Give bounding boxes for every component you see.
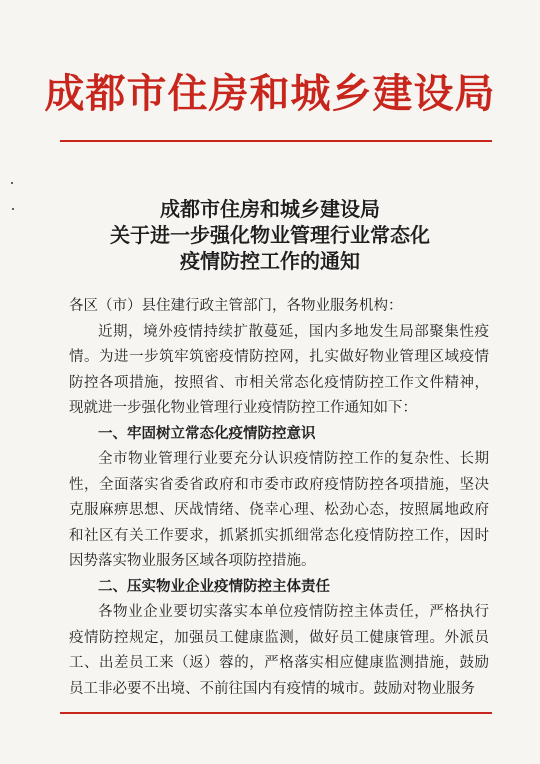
section-2-heading: 二、压实物业企业疫情防控主体责任 (98, 578, 330, 595)
letterhead-red-rule (60, 140, 492, 142)
document-body (69, 294, 489, 702)
section-1-heading: 一、牢固树立常态化疫情防控意识 (98, 425, 316, 442)
document-title (0, 196, 540, 274)
scan-speck (11, 182, 13, 184)
intro-paragraph: 近期，境外疫情持续扩散蔓延，国内多地发生局部聚集性疫情。为进一步筑牢筑密疫情防控网，扎实做好物业管理区域疫情防控各项措施，按照省、市相关常态化疫情防控工作文件精神，现就进一步强化物业管理行业疫情防控工作通知如下： (69, 323, 489, 416)
salutation: 各区（市）县住建行政主管部门，各物业服务机构： (69, 298, 403, 314)
title-line-1: 成都市住房和城乡建设局 (160, 197, 380, 221)
footer-red-rule (60, 712, 492, 714)
section-1-paragraph: 全市物业管理行业要充分认识疫情防控工作的复杂性、长期性，全面落实省委省政府和市委市政府疫情防控各项措施，坚决克服麻痹思想、厌战情绪、侥幸心理、松劲心态，按照属地政府和社区有关工作要求，抓紧抓实抓细常态化疫情防控工作，因时因势落实物业服务区域各项防控措施。 (69, 451, 489, 569)
title-line-2: 关于进一步强化物业管理行业常态化 (110, 223, 430, 247)
letterhead-agency-name: 成都市住房和城乡建设局 (44, 71, 496, 117)
title-line-3: 疫情防控工作的通知 (180, 249, 360, 273)
section-2-paragraph: 各物业企业要切实落实本单位疫情防控主体责任，严格执行疫情防控规定，加强员工健康监测，做好员工健康管理。外派员工、出差员工来（返）蓉的，严格落实相应健康监测措施，鼓励员工非必要不出境、不前往国内有疫情的城市。鼓励对物业服务 (69, 604, 489, 697)
